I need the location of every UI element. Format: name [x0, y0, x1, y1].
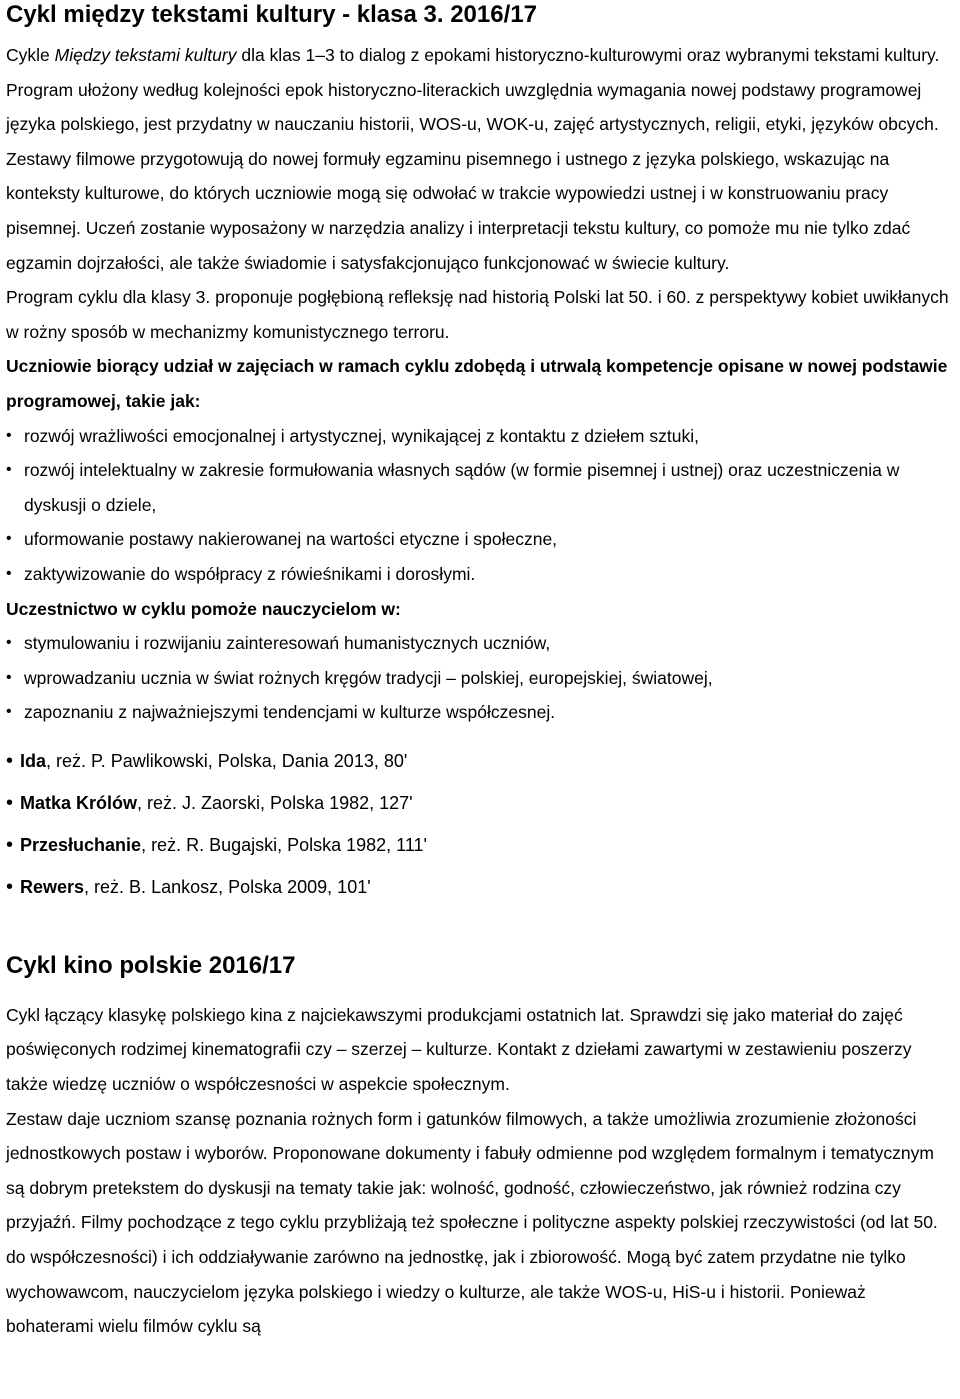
film-info: , reż. J. Zaorski, Polska 1982, 127': [137, 792, 413, 813]
intro-prefix: Cykle: [6, 45, 55, 65]
list-item: • zaktywizowanie do współpracy z rówieśnikami i dorosłymi.: [6, 557, 954, 592]
heading-spacer: [6, 980, 954, 998]
students-list: [6, 419, 954, 592]
section2-paragraph-2: Zestaw daje uczniom szansę poznania rożnych form i gatunków filmowych, a także umożliwia zrozumienie złożoności jednostkowych postaw i wyborów. Proponowane dokumenty i fabuły odmienne pod względem formalnym i tematycznym są dobrym pretekstem do dyskusji na tematy takie jak: wolność, godność, człowieczeństwo, jak również rodzina czy przyjaźń. Filmy pochodzące z tego cyklu przybliżają też społeczne i polityczne aspekty polskiej rzeczywistości (od lat 50. do współczesności) i ich oddziaływanie zarówno na jednostkę, jak i zbiorowość. Mogą być zatem przydatne nie tylko wychowawcom, nauczycielom języka polskiego i wiedzy o kulturze, ale także WOS-u, HiS-u i historii. Ponieważ bohaterami wielu filmów cyklu są: [6, 1108, 938, 1337]
list-item: • uformowanie postawy nakierowanej na wartości etyczne i społeczne,: [6, 522, 954, 557]
film-item: [6, 866, 954, 908]
film-info: , reż. R. Bugajski, Polska 1982, 111': [141, 834, 427, 855]
teachers-list: [6, 626, 954, 730]
film-item: [6, 824, 954, 866]
film-title: Ida: [20, 750, 47, 771]
intro-rest: dla klas 1–3 to dialog z epokami historyczno-kulturowymi oraz wybranymi tekstami kultury. Program ułożony według kolejności epok historyczno-literackich uwzględnia wymagania nowej podstawy programowej języka polskiego, jest przydatny w nauczaniu historii, WOS-u, WOK-u, zajęć artystycznych, religii, etyki, języków obcych.: [6, 45, 940, 135]
film-title: Przesłuchanie: [20, 834, 142, 855]
film-title: Matka Królów: [20, 792, 138, 813]
list-item: • zapoznaniu z najważniejszymi tendencjami w kulturze współczesnej.: [6, 695, 954, 730]
intro-italic: Między tekstami kultury: [54, 45, 237, 65]
film-info: , reż. P. Pawlikowski, Polska, Dania 2013, 80': [46, 750, 408, 771]
film-info: , reż. B. Lankosz, Polska 2009, 101': [84, 876, 371, 897]
list-item: • wprowadzaniu ucznia w świat rożnych kręgów tradycji – polskiej, europejskiej, światowej,: [6, 661, 954, 696]
film-item: [6, 740, 954, 782]
section2-paragraph-1: Cykl łączący klasykę polskiego kina z najciekawszymi produkcjami ostatnich lat. Sprawdzi się jako materiał do zajęć poświęconych rodzimej kinematografii czy – szerzej – kulturze. Kontakt z dziełami zawartymi w zestawieniu poszerzy także wiedzę uczniów o współczesności w aspekcie społecznym.: [6, 1004, 912, 1095]
section1-exam-paragraph: Zestawy filmowe przygotowują do nowej formuły egzaminu pisemnego i ustnego z języka polskiego, wskazując na konteksty kulturowe, do których uczniowie mogą się odwołać w trakcie wypowiedzi ustnej i w konstruowaniu pracy pisemnej. Uczeń zostanie wyposażony w narzędzia analizy i interpretacji tekstu kultury, co pomoże mu nie tylko zdać egzamin dojrzałości, ale także świadomie i satysfakcjonująco funkcjonować w świecie kultury.: [6, 148, 911, 273]
list-item: • rozwój intelektualny w zakresie formułowania własnych sądów (w formie pisemnej i ustnej) oraz uczestniczenia w dyskusji o dziele,: [6, 453, 954, 522]
students-heading: Uczniowie biorący udział w zajęciach w ramach cyklu zdobędą i utrwalą kompetencje opisane w nowej podstawie programowej, takie jak:: [6, 356, 948, 411]
section1-class3-paragraph: Program cyklu dla klasy 3. proponuje pogłębioną refleksję nad historią Polski lat 50. i 60. z perspektywy kobiet uwikłanych w rożny sposób w mechanizmy komunistycznego terroru.: [6, 287, 949, 342]
film-list: [6, 740, 954, 908]
list-item: • stymulowaniu i rozwijaniu zainteresowań humanistycznych uczniów,: [6, 626, 954, 661]
film-item: [6, 782, 954, 824]
section2-title: Cykl kino polskie 2016/17: [6, 951, 296, 979]
section1-intro: [6, 38, 954, 142]
list-item: • rozwój wrażliwości emocjonalnej i artystycznej, wynikającej z kontaktu z dziełem sztuki,: [6, 419, 954, 454]
teachers-heading: Uczestnictwo w cyklu pomoże nauczycielom w:: [6, 598, 401, 619]
film-title: Rewers: [20, 876, 85, 897]
section-spacer: [6, 908, 954, 952]
section1-title: Cykl między tekstami kultury - klasa 3. 2016/17: [6, 1, 537, 28]
